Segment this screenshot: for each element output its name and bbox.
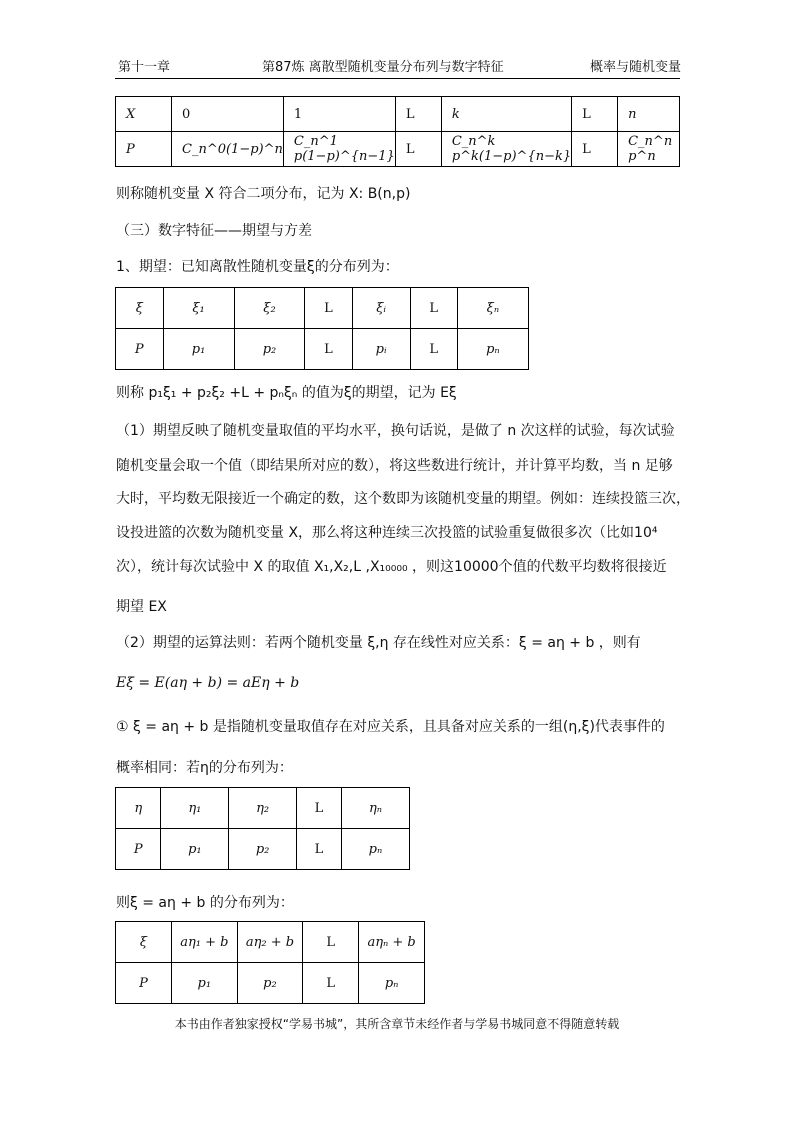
header-topic: 概率与随机变量	[590, 60, 682, 75]
table-cell: aη₂ + b	[237, 922, 303, 963]
table-cell: L	[572, 132, 618, 167]
table-cell: n	[618, 97, 680, 132]
table-row	[116, 288, 529, 329]
table-cell: ηₙ	[341, 788, 409, 829]
table-cell: p₁	[163, 329, 234, 370]
table-cell: k	[441, 97, 571, 132]
binomial-distribution-table	[115, 96, 680, 167]
table-cell: P	[116, 329, 164, 370]
table-row	[116, 329, 529, 370]
table-cell: ξ	[116, 922, 172, 963]
table-cell: L	[305, 329, 352, 370]
xi-distribution-table	[115, 287, 529, 370]
table-cell: p₂	[234, 329, 305, 370]
table-cell: L	[395, 97, 441, 132]
header-title: 第87炼 离散型随机变量分布列与数字特征	[262, 60, 504, 75]
table-cell: P	[116, 963, 172, 1004]
paragraph-line: 概率相同：若η的分布列为：	[116, 760, 293, 776]
table-row	[116, 788, 410, 829]
expectation-formula: Eξ = E(aη + b) = aEη + b	[116, 675, 300, 691]
table-row	[116, 963, 425, 1004]
table-cell: pₙ	[457, 329, 528, 370]
binomial-definition: 则称随机变量 X 符合二项分布，记为 X: B(n,p)	[116, 186, 411, 202]
copyright-footer: 本书由作者独家授权“学易书城”，其所含章节未经作者与学易书城同意不得随意转载	[174, 1017, 620, 1031]
table-cell: C_n^k p^k(1−p)^{n−k}	[441, 132, 571, 167]
table-cell: p₂	[237, 963, 303, 1004]
table-cell: ξ₂	[234, 288, 305, 329]
table-row	[116, 922, 425, 963]
table-cell: L	[305, 288, 352, 329]
table-cell: pₙ	[341, 829, 409, 870]
paragraph-line: 次），统计每次试验中 X 的取值 X₁,X₂,L ,X₁₀₀₀₀ ，则这10000个值的代数平均数将很接近	[116, 559, 667, 575]
paragraph-line: ① ξ = aη + b 是指随机变量取值存在对应关系，且具备对应关系的一组(η,ξ)代表事件的	[116, 719, 665, 735]
table-row	[116, 829, 410, 870]
table-cell: η	[116, 788, 161, 829]
header-chapter: 第十一章	[118, 60, 171, 75]
paragraph-line: （2）期望的运算法则：若两个随机变量 ξ,η 存在线性对应关系：ξ = aη + b ，则有	[116, 635, 641, 651]
table-cell: ξ	[116, 288, 164, 329]
table-cell: 0	[172, 97, 284, 132]
paragraph-line: 设投进篮的次数为随机变量 X，那么将这种连续三次投篮的试验重复做很多次（比如10⁴	[116, 525, 658, 541]
table-cell: ξₙ	[457, 288, 528, 329]
section-heading: （三）数字特征——期望与方差	[116, 223, 312, 239]
table-cell: P	[116, 132, 172, 167]
paragraph-line: 大时，平均数无限接近一个确定的数，这个数即为该随机变量的期望。例如：连续投篮三次，	[116, 491, 690, 507]
table-cell: L	[572, 97, 618, 132]
table-cell: L	[303, 922, 359, 963]
header-rule	[115, 78, 680, 79]
table-cell: η₂	[229, 788, 297, 829]
table-cell: P	[116, 829, 161, 870]
table-cell: aηₙ + b	[359, 922, 425, 963]
paragraph-line: （1）期望反映了随机变量取值的平均水平，换句话说，是做了 n 次这样的试验，每次试验	[116, 423, 675, 439]
table-cell: p₂	[229, 829, 297, 870]
table-cell: η₁	[161, 788, 229, 829]
table-cell: p₁	[161, 829, 229, 870]
table-cell: pᵢ	[352, 329, 410, 370]
table-cell: X	[116, 97, 172, 132]
table-cell: 1	[283, 97, 395, 132]
paragraph-line: 则ξ = aη + b 的分布列为：	[116, 895, 294, 911]
table-cell: pₙ	[359, 963, 425, 1004]
table-cell: C_n^n p^n	[618, 132, 680, 167]
table-cell: ξ₁	[163, 288, 234, 329]
table-cell: L	[297, 829, 342, 870]
table-cell: L	[410, 288, 457, 329]
expectation-intro: 1、期望：已知离散性随机变量ξ的分布列为：	[116, 259, 399, 275]
expectation-definition: 则称 p₁ξ₁ + p₂ξ₂ +L + pₙξₙ 的值为ξ的期望，记为 Eξ	[116, 385, 457, 401]
table-cell: L	[303, 963, 359, 1004]
paragraph-line: 期望 EX	[116, 599, 167, 615]
table-cell: L	[395, 132, 441, 167]
table-cell: L	[297, 788, 342, 829]
table-cell: C_n^1 p(1−p)^{n−1}	[283, 132, 395, 167]
paragraph-line: 随机变量会取一个值（即结果所对应的数），将这些数进行统计，并计算平均数，当 n 足够	[116, 458, 673, 474]
table-row	[116, 132, 680, 167]
table-cell: C_n^0(1−p)^n	[172, 132, 284, 167]
xi-linear-distribution-table	[115, 921, 425, 1004]
table-cell: ξᵢ	[352, 288, 410, 329]
table-cell: L	[410, 329, 457, 370]
table-cell: aη₁ + b	[172, 922, 238, 963]
table-cell: p₁	[172, 963, 238, 1004]
eta-distribution-table	[115, 787, 410, 870]
table-row	[116, 97, 680, 132]
